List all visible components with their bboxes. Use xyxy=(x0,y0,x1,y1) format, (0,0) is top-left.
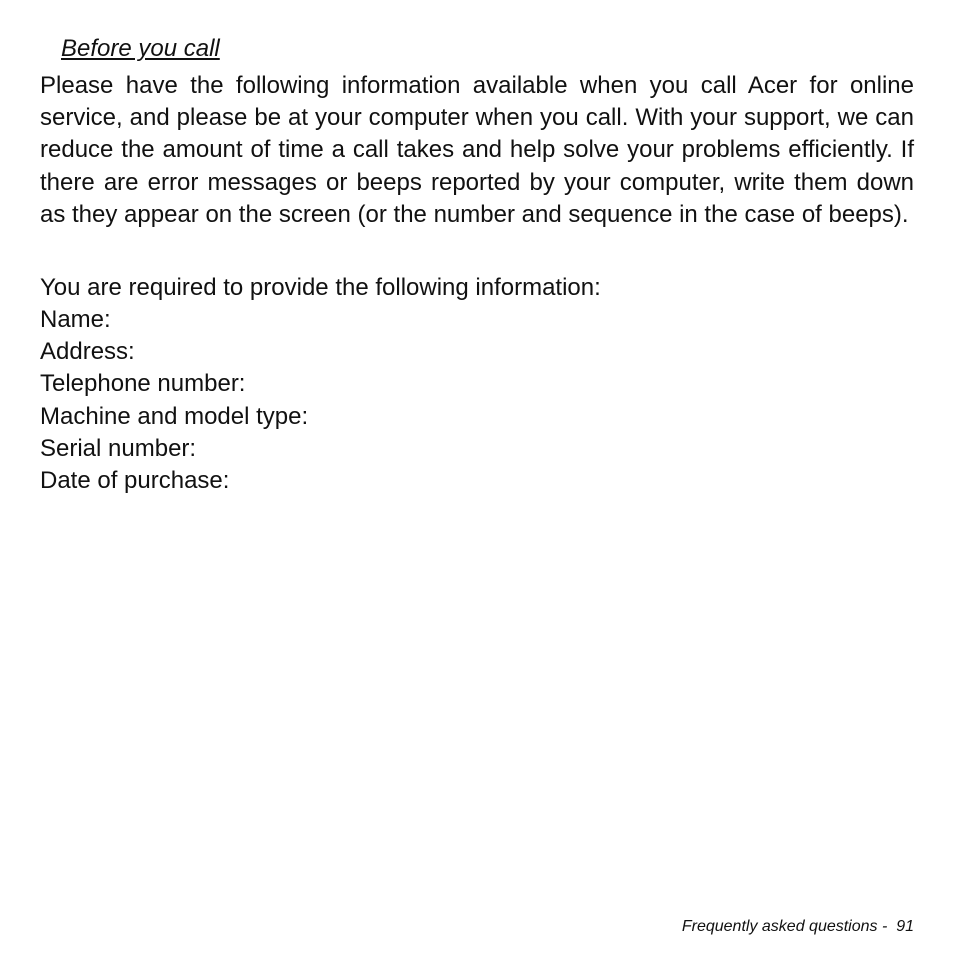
field-serial-number: Serial number: xyxy=(40,434,197,462)
page-footer xyxy=(682,917,914,937)
section-heading: Before you call xyxy=(61,35,220,62)
field-date-of-purchase: Date of purchase: xyxy=(40,467,230,495)
required-fields-list xyxy=(40,304,308,497)
footer-section-title: Frequently asked questions - xyxy=(681,918,888,935)
field-name: Name: xyxy=(40,306,111,333)
field-telephone: Telephone number: xyxy=(40,370,246,398)
intro-paragraph: Please have the following information available when you call Acer for online service, and please be at your computer when you call. With your support, we can reduce the amount of time a call takes and help solve your problems efficiently. If there are error messages or beeps reported by your computer, write them down as they appear on the screen (or the number and sequence in the case of beeps). xyxy=(40,72,914,228)
page-number: 91 xyxy=(896,918,914,935)
field-address: Address: xyxy=(40,338,135,366)
field-machine-model: Machine and model type: xyxy=(40,402,309,430)
required-info-intro: You are required to provide the following information: xyxy=(40,274,601,301)
